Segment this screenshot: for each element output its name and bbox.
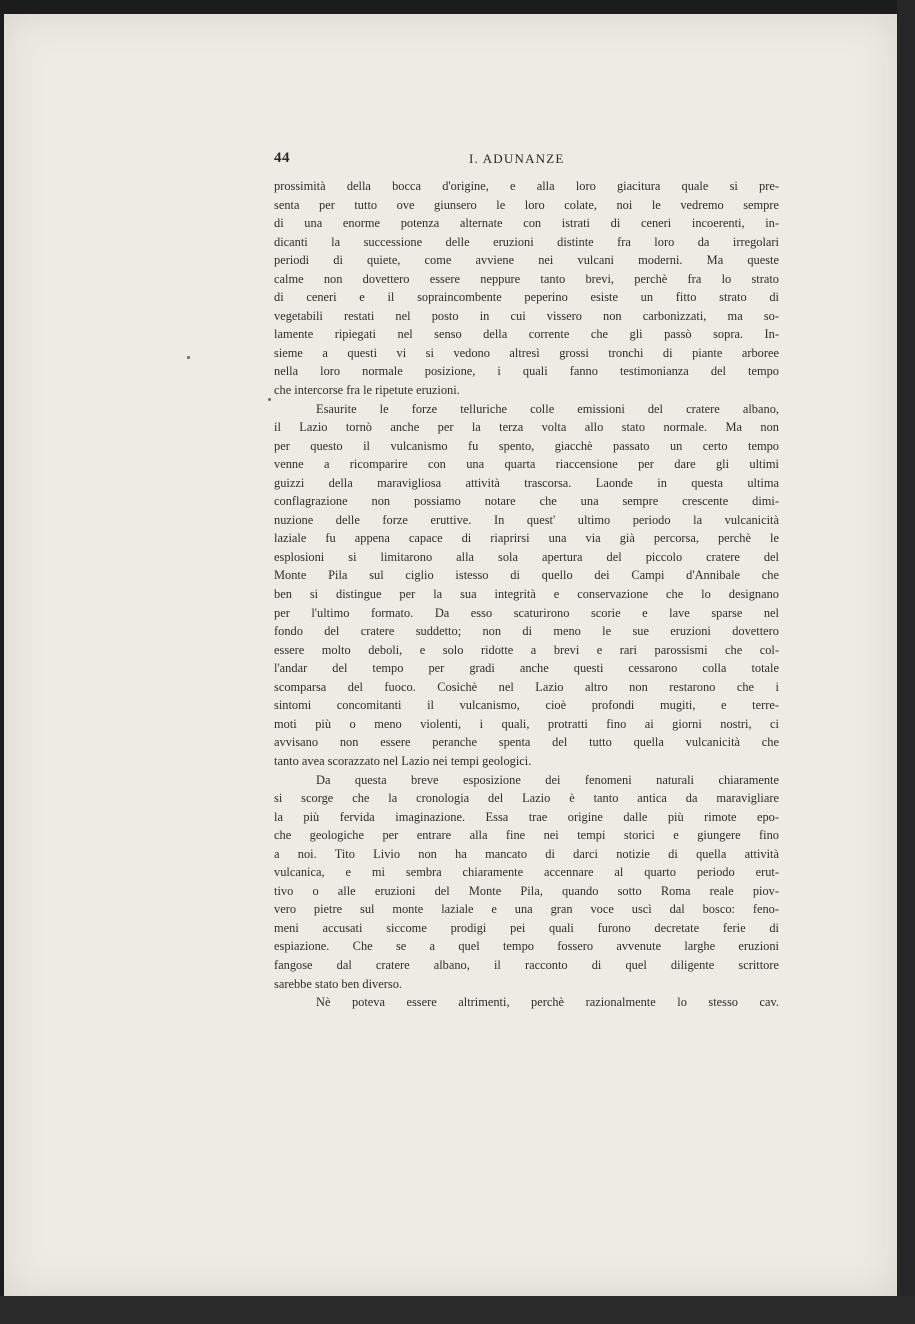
- text-line: di una enorme potenza alternate con istrati di ceneri incoerenti, in-: [274, 216, 779, 231]
- text-line: scomparsa del fuoco. Cosichè nel Lazio altro non restarono che i: [274, 679, 779, 694]
- margin-speck: [268, 398, 271, 401]
- page-number: 44: [274, 150, 290, 166]
- text-line: esplosioni si limitarono alla sola apertura del piccolo cratere del: [274, 549, 779, 564]
- text-line: vero pietre sul monte laziale e una gran voce uscì dal bosco: feno-: [274, 902, 779, 917]
- text-line: che geologiche per entrare alla fine nei tempi storici e giungere fino: [274, 828, 779, 843]
- text-line: ben si distingue per la sua integrità e conservazione che lo designano: [274, 587, 779, 602]
- text-line: laziale fu appena capace di riaprirsi una via già percorsa, perchè le: [274, 531, 779, 546]
- text-line: guizzi della maravigliosa attività trascorsa. Laonde in questa ultima: [274, 475, 779, 490]
- text-line: venne a ricomparire con una quarta riaccensione per dare gli ultimi: [274, 457, 779, 472]
- text-line: sintomi concomitanti il vulcanismo, cioè profondi mugiti, e terre-: [274, 698, 779, 713]
- scan-bottom-edge: [0, 1296, 915, 1324]
- text-line: moti più o meno violenti, i quali, protratti fino ai giorni nostri, ci: [274, 716, 779, 731]
- body-text: [274, 177, 779, 1012]
- text-line: fangose dal cratere albano, il racconto di quel diligente scrittore: [274, 957, 779, 972]
- text-line: Monte Pila sul ciglio istesso di quello dei Campi d'Annibale che: [274, 568, 779, 583]
- text-line: sarebbe stato ben diverso.: [274, 976, 402, 991]
- text-line: prossimità della bocca d'origine, e alla loro giacitura quale si pre-: [274, 179, 779, 193]
- running-head: I. ADUNANZE: [469, 151, 565, 166]
- text-line: dicanti la successione delle eruzioni distinte fra loro da irregolari: [274, 234, 779, 249]
- text-line: il Lazio tornò anche per la terza volta allo stato normale. Ma non: [274, 420, 779, 435]
- text-line: essere molto deboli, e solo ridotte a brevi e rari parossismi che col-: [274, 642, 779, 657]
- text-line: periodi di quiete, come avviene nei vulcani moderni. Ma queste: [274, 253, 779, 268]
- text-line: nella loro normale posizione, i quali fanno testimonianza del tempo: [274, 364, 779, 379]
- text-line: di ceneri e il sopraincombente peperino esiste un fitto strato di: [274, 290, 779, 305]
- text-line: espiazione. Che se a quel tempo fossero avvenute larghe eruzioni: [274, 939, 779, 954]
- text-line: la più fervida imaginazione. Essa trae origine dalle più rimote epo-: [274, 809, 779, 824]
- text-line: avvisano non essere peranche spenta del tutto quella vulcanicità che: [274, 735, 779, 750]
- scan-right-edge: [897, 0, 915, 1324]
- text-line: conflagrazione non possiamo notare che una sempre crescente dimi-: [274, 494, 779, 509]
- text-line: sieme a questi vi si vedono altresì grossi tronchi di piante arboree: [274, 345, 779, 360]
- text-line: Nè poteva essere altrimenti, perchè razionalmente lo stesso cav.: [316, 995, 779, 1010]
- text-line: Da questa breve esposizione dei fenomeni naturali chiaramente: [316, 772, 779, 787]
- text-line: lamente ripiegati nel senso della corrente che gli passò sopra. In-: [274, 327, 779, 342]
- text-line: vegetabili restati nel posto in cui vissero non carbonizzati, ma so-: [274, 308, 779, 323]
- text-line: tanto avea scorazzato nel Lazio nei tempi geologici.: [274, 753, 532, 768]
- text-line: senta per tutto ove giunsero le loro colate, noi le vedremo sempre: [274, 197, 779, 212]
- text-line: che intercorse fra le ripetute eruzioni.: [274, 383, 460, 398]
- text-line: vulcanica, e mi sembra chiaramente accennare al quarto periodo erut-: [274, 865, 779, 880]
- text-line: fondo del cratere suddetto; non di meno le sue eruzioni dovettero: [274, 624, 779, 639]
- text-line: a noi. Tito Livio non ha mancato di darci notizie di quella attività: [274, 846, 779, 861]
- text-line: tivo o alle eruzioni del Monte Pila, quando sotto Roma reale piov-: [274, 883, 779, 898]
- margin-speck: [187, 356, 190, 359]
- text-line: nuzione delle forze eruttive. In quest' ultimo periodo la vulcanicità: [274, 512, 779, 527]
- text-line: si scorge che la cronologia del Lazio è tanto antica da maravigliare: [274, 791, 779, 806]
- text-line: per l'ultimo formato. Da esso scaturirono scorie e lave sparse nel: [274, 605, 779, 620]
- text-line: l'andar del tempo per gradi anche questi cessarono colla totale: [274, 661, 779, 676]
- page-header: [274, 150, 779, 170]
- text-line: Esaurite le forze telluriche colle emissioni del cratere albano,: [316, 401, 779, 416]
- text-line: calme non dovettero essere neppure tanto brevi, perchè fra lo strato: [274, 271, 779, 286]
- text-line: meni accusati siccome prodigi pei quali furono decretate ferie di: [274, 920, 779, 935]
- text-line: per questo il vulcanismo fu spento, giacchè passato un certo tempo: [274, 438, 779, 453]
